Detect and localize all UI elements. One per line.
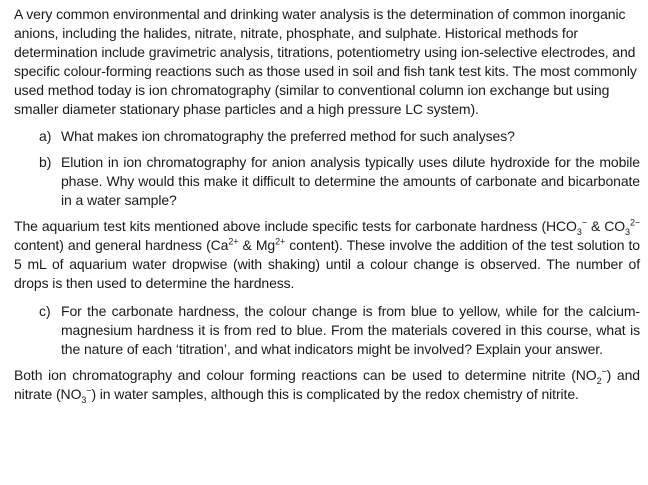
subscript: 3 (625, 226, 630, 237)
text-run: ) and nitrate (NO (14, 367, 640, 402)
subscript: 2 (596, 375, 602, 386)
question-list-c (14, 302, 640, 359)
question-marker: a) (39, 128, 52, 144)
question-list-ab (14, 127, 640, 210)
question-text: What makes ion chromatography the preferred method for such analyses? (61, 128, 515, 144)
question-item-a (39, 127, 640, 146)
subscript: 3 (576, 226, 582, 237)
superscript: 2+ (228, 236, 239, 247)
question-text: Elution in ion chromatography for anion analysis typically uses dilute hydroxide for the mobile phase. Why would this make it difficult to determine the amounts of carbonate and bicarbonate in a water sample? (61, 154, 640, 208)
question-marker: c) (39, 303, 51, 319)
question-marker: b) (39, 154, 52, 170)
text-run: The aquarium test kits mentioned above include specific tests for carbonate hardness (HCO (14, 218, 577, 234)
intro-paragraph: A very common environmental and drinking water analysis is the determination of common inorganic anions, including the halides, nitrate, nitrate, phosphate, and sulphate. Historical methods for determination include gravimetric analysis, titrations, potentiometry using ion-selective electrodes, and specific colour-forming reactions such as those used in soil and fish tank test kits. The most commonly used method today is ion chromatography (similar to conventional column ion exchange but using smaller diameter stationary phase particles and a high pressure LC system). (14, 6, 637, 117)
superscript: − (601, 366, 607, 377)
text-run: content). These involve the addition of the test solution to 5 mL of aquarium water dropwise (with shaking) until a colour change is observed. The number of drops is then used to determine the hardness. (14, 237, 640, 291)
superscript: 2+ (275, 236, 286, 247)
aquarium-paragraph (14, 217, 640, 293)
text-run: ) in water samples, although this is complicated by the redox chemistry of nitrite. (91, 386, 579, 402)
text-run: & Mg (238, 237, 276, 253)
superscript: − (86, 385, 92, 396)
question-text: For the carbonate hardness, the colour change is from blue to yellow, while for the calcium-magnesium hardness it is from red to blue. From the materials covered in this course, what is the nature of each ‘titration’, and what indicators might be involved? Explain your answer. (61, 303, 640, 357)
document-body (14, 5, 640, 404)
text-run: Both ion chromatography and colour forming reactions can be used to determine nitrite (NO (14, 367, 597, 383)
question-item-b (39, 153, 640, 210)
subscript: 3 (81, 394, 87, 405)
question-item-c (39, 302, 640, 359)
text-run: & CO (586, 218, 626, 234)
nitrite-paragraph (14, 366, 640, 404)
superscript: 2− (629, 217, 640, 228)
text-run: content) and general hardness (Ca (14, 237, 229, 253)
superscript: − (581, 217, 587, 228)
